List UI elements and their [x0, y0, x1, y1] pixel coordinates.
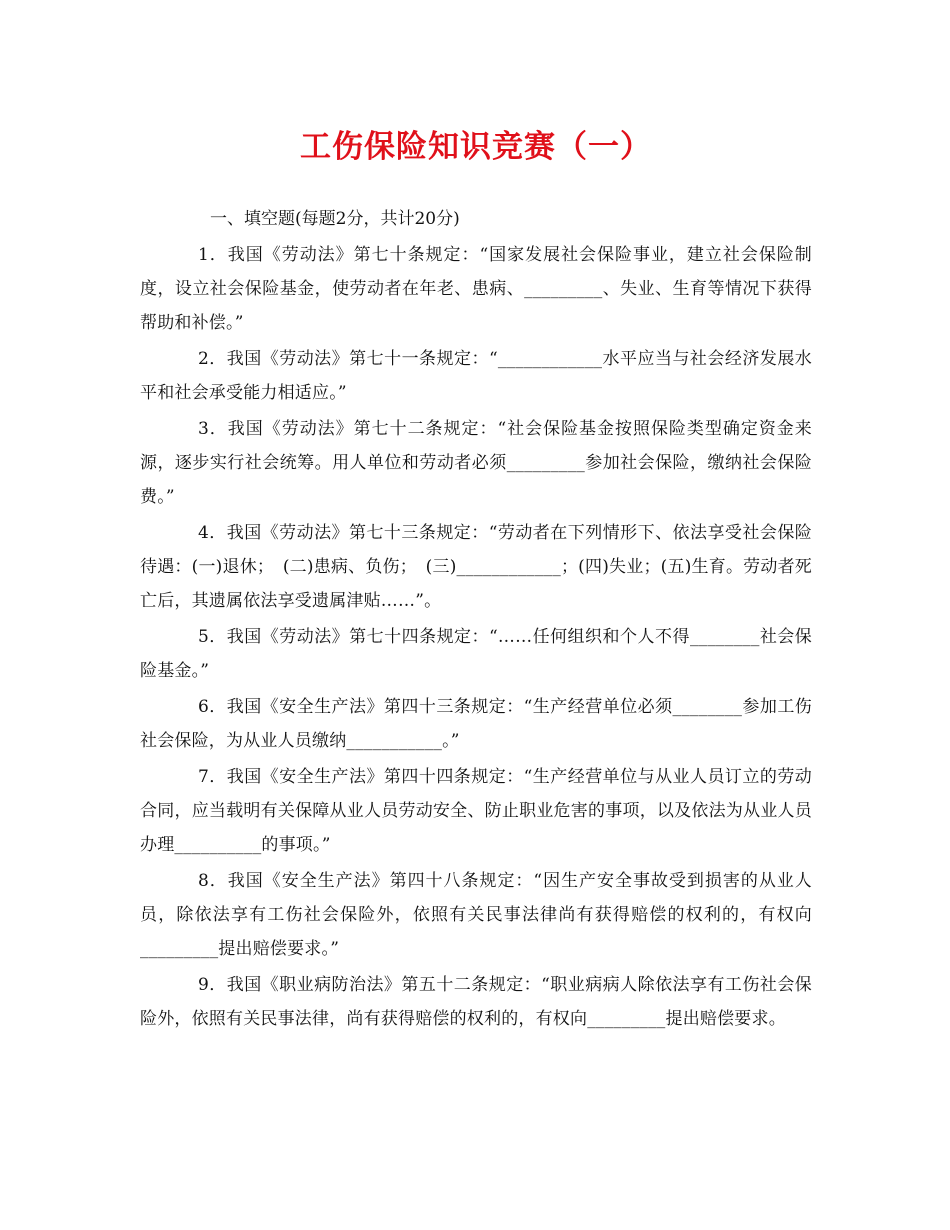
document-title: 工伤保险知识竞赛（一）	[300, 129, 652, 165]
question-9: 9．我国《职业病防治法》第五十二条规定：“职业病病人除依法享有工伤社会保险外，依照有关民事法律，尚有获得赔偿的权利的，有权向_________提出赔偿要求。	[140, 975, 812, 1029]
section-heading: 一、填空题(每题2分，共计20分)	[210, 209, 460, 229]
question-4: 4．我国《劳动法》第七十三条规定：“劳动者在下列情形下、依法享受社会保险待遇：(一)退休； (二)患病、负伤； (三)____________；(四)失业；(五)生育。劳动者死亡后，其遗属依法享受遗属津贴……”。	[140, 523, 812, 611]
question-2: 2．我国《劳动法》第七十一条规定：“____________水平应当与社会经济发展水平和社会承受能力相适应。”	[140, 349, 812, 403]
question-7: 7．我国《安全生产法》第四十四条规定：“生产经营单位与从业人员订立的劳动合同，应当载明有关保障从业人员劳动安全、防止职业危害的事项，以及依法为从业人员办理__________的事项。”	[140, 767, 812, 855]
question-6: 6．我国《安全生产法》第四十三条规定：“生产经营单位必须________参加工伤社会保险，为从业人员缴纳___________。”	[140, 697, 812, 751]
question-8: 8．我国《安全生产法》第四十八条规定：“因生产安全事故受到损害的从业人员，除依法享有工伤社会保险外，依照有关民事法律尚有获得赔偿的权利的，有权向_________提出赔偿要求。”	[140, 871, 812, 959]
question-3: 3．我国《劳动法》第七十二条规定：“社会保险基金按照保险类型确定资金来源，逐步实行社会统筹。用人单位和劳动者必须_________参加社会保险，缴纳社会保险费。”	[140, 419, 812, 507]
question-1: 1．我国《劳动法》第七十条规定：“国家发展社会保险事业，建立社会保险制度，设立社会保险基金，使劳动者在年老、患病、_________、失业、生育等情况下获得帮助和补偿。”	[140, 245, 812, 333]
question-5: 5．我国《劳动法》第七十四条规定：“……任何组织和个人不得________社会保险基金。”	[140, 627, 812, 681]
question-list	[140, 202, 812, 1036]
